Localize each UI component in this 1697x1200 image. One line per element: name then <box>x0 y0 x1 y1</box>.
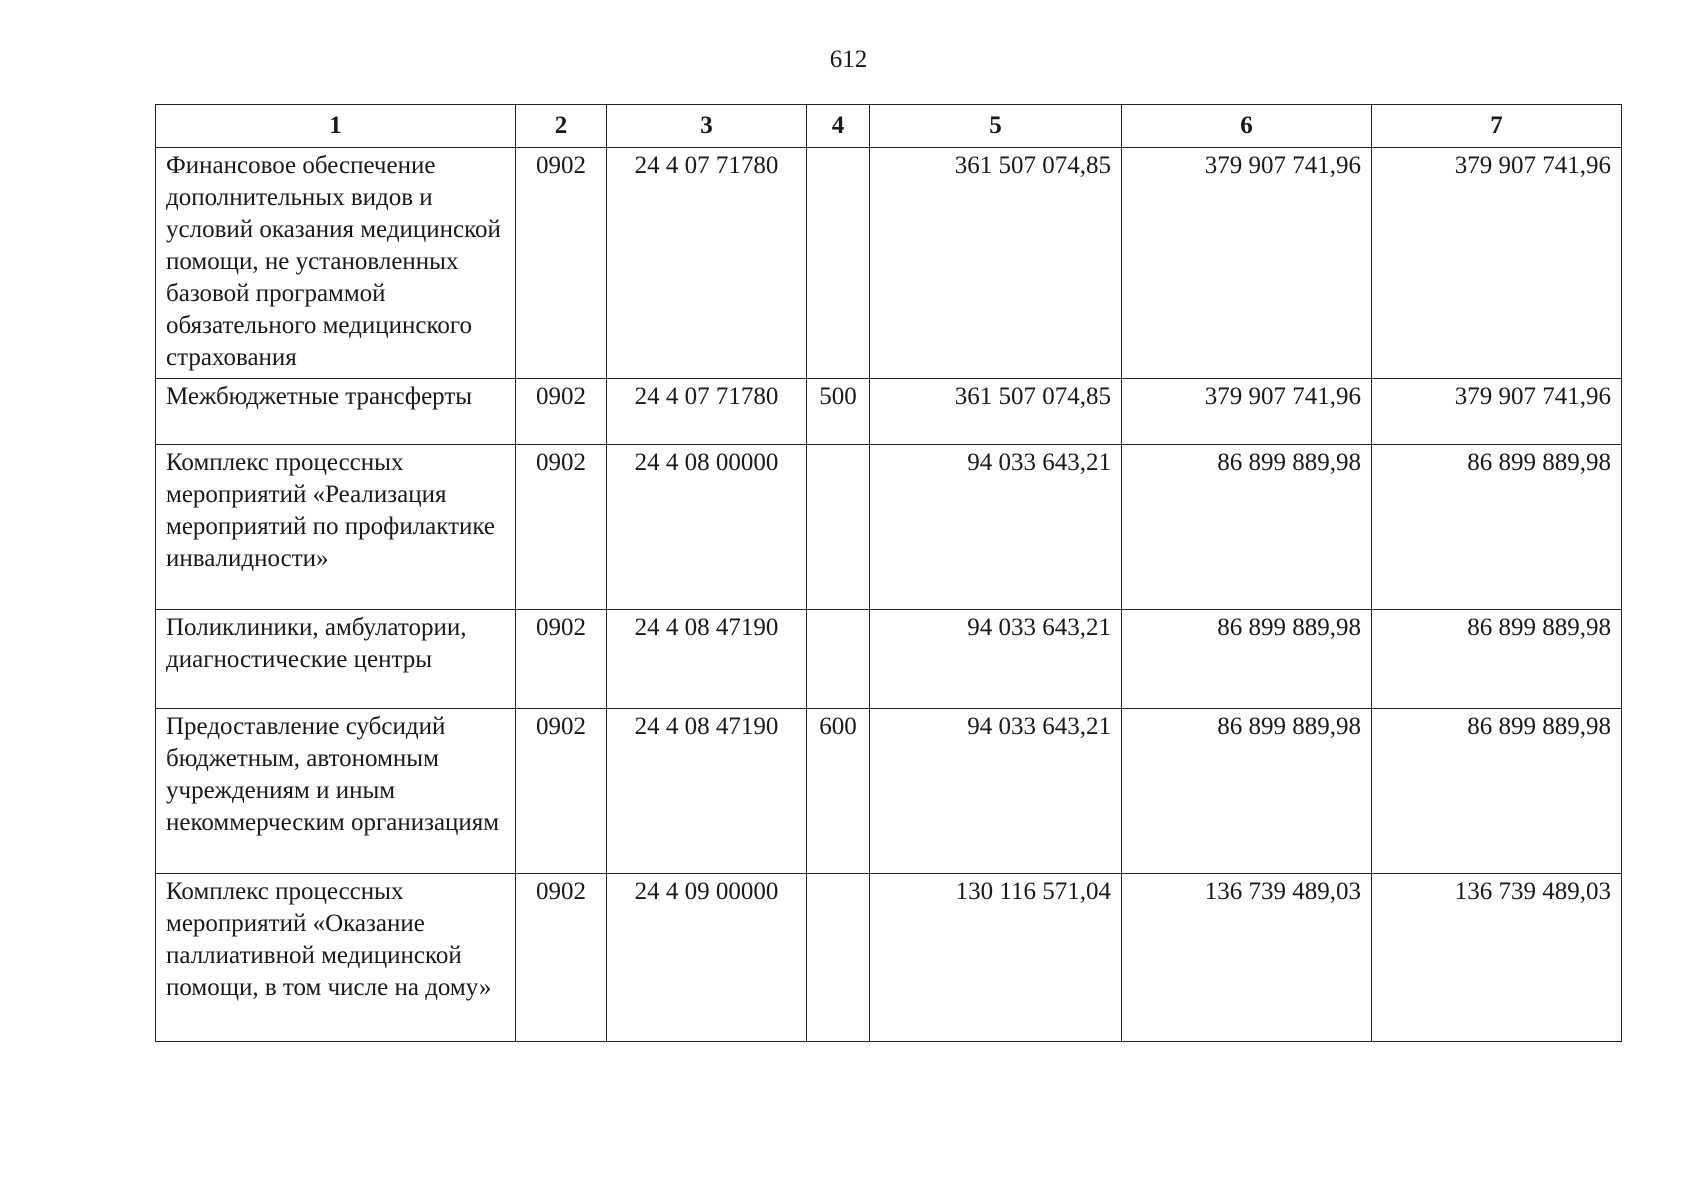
amount-col5-cell: 361 507 074,85 <box>870 379 1122 445</box>
expense-kind-cell <box>807 610 870 709</box>
table-row <box>156 874 1622 1042</box>
column-header: 3 <box>607 105 807 148</box>
amount-col6-cell: 379 907 741,96 <box>1122 148 1372 379</box>
budget-table <box>155 104 1622 1042</box>
amount-col6-cell: 86 899 889,98 <box>1122 445 1372 610</box>
target-code-cell: 24 4 07 71780 <box>607 379 807 445</box>
amount-col5-cell: 361 507 074,85 <box>870 148 1122 379</box>
header-row <box>156 105 1622 148</box>
row-name-cell: Комплекс процессных мероприятий «Оказание паллиативной медицинской помощи, в том числе на дому» <box>156 874 516 1042</box>
target-code-cell: 24 4 07 71780 <box>607 148 807 379</box>
amount-col6-cell: 86 899 889,98 <box>1122 610 1372 709</box>
amount-col5-cell: 130 116 571,04 <box>870 874 1122 1042</box>
amount-col7-cell: 86 899 889,98 <box>1372 610 1622 709</box>
row-name-cell: Межбюджетные трансферты <box>156 379 516 445</box>
target-code-cell: 24 4 08 47190 <box>607 610 807 709</box>
table-row <box>156 610 1622 709</box>
target-code-cell: 24 4 09 00000 <box>607 874 807 1042</box>
column-header: 4 <box>807 105 870 148</box>
column-header: 2 <box>516 105 607 148</box>
amount-col7-cell: 379 907 741,96 <box>1372 379 1622 445</box>
amount-col6-cell: 379 907 741,96 <box>1122 379 1372 445</box>
section-code-cell: 0902 <box>516 148 607 379</box>
table-row <box>156 709 1622 874</box>
amount-col5-cell: 94 033 643,21 <box>870 445 1122 610</box>
amount-col7-cell: 86 899 889,98 <box>1372 445 1622 610</box>
amount-col6-cell: 86 899 889,98 <box>1122 709 1372 874</box>
page-number: 612 <box>829 46 868 73</box>
row-name-cell: Комплекс процессных мероприятий «Реализация мероприятий по профилактике инвалидности» <box>156 445 516 610</box>
amount-col7-cell: 86 899 889,98 <box>1372 709 1622 874</box>
target-code-cell: 24 4 08 47190 <box>607 709 807 874</box>
amount-col5-cell: 94 033 643,21 <box>870 610 1122 709</box>
section-code-cell: 0902 <box>516 445 607 610</box>
table-row <box>156 379 1622 445</box>
row-name-cell: Финансовое обеспечение дополнительных видов и условий оказания медицинской помощи, не установленных базовой программой обязательного медицинского страхования <box>156 148 516 379</box>
expense-kind-cell <box>807 874 870 1042</box>
amount-col7-cell: 379 907 741,96 <box>1372 148 1622 379</box>
row-name-cell: Предоставление субсидий бюджетным, автономным учреждениям и иным некоммерческим организациям <box>156 709 516 874</box>
section-code-cell: 0902 <box>516 610 607 709</box>
amount-col6-cell: 136 739 489,03 <box>1122 874 1372 1042</box>
column-header: 1 <box>156 105 516 148</box>
expense-kind-cell <box>807 445 870 610</box>
expense-kind-cell <box>807 148 870 379</box>
column-header: 6 <box>1122 105 1372 148</box>
section-code-cell: 0902 <box>516 709 607 874</box>
table-row <box>156 148 1622 379</box>
expense-kind-cell: 600 <box>807 709 870 874</box>
row-name-cell: Поликлиники, амбулатории, диагностические центры <box>156 610 516 709</box>
amount-col7-cell: 136 739 489,03 <box>1372 874 1622 1042</box>
target-code-cell: 24 4 08 00000 <box>607 445 807 610</box>
table-row <box>156 445 1622 610</box>
expense-kind-cell: 500 <box>807 379 870 445</box>
column-header: 5 <box>870 105 1122 148</box>
section-code-cell: 0902 <box>516 379 607 445</box>
column-header: 7 <box>1372 105 1622 148</box>
amount-col5-cell: 94 033 643,21 <box>870 709 1122 874</box>
section-code-cell: 0902 <box>516 874 607 1042</box>
